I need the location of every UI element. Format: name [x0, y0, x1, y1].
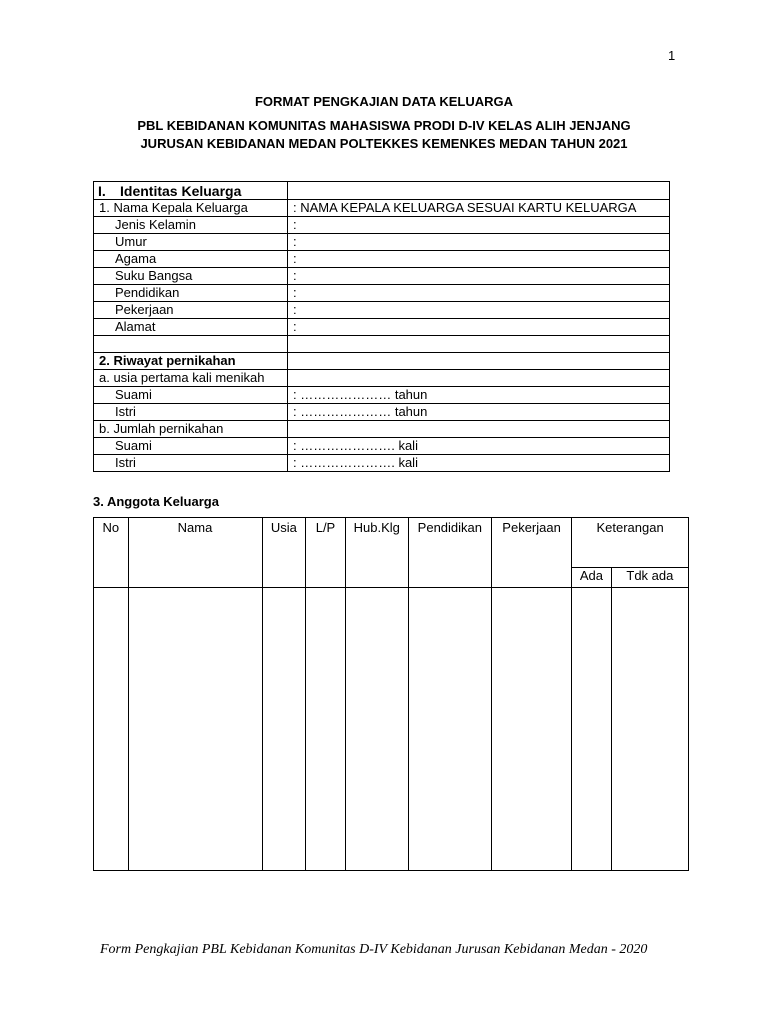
- anggota-keluarga-table: [93, 517, 689, 871]
- jenis-kelamin-field[interactable]: :: [288, 217, 670, 234]
- nama-cell[interactable]: [128, 588, 262, 871]
- header-nama: Nama: [128, 518, 262, 588]
- jumlah-pernikahan-suami-field[interactable]: : …………………. kali: [288, 438, 670, 455]
- riwayat-pernikahan-heading: 2. Riwayat pernikahan: [94, 353, 288, 370]
- row-label: Suami: [94, 387, 288, 404]
- row-label: Jenis Kelamin: [94, 217, 288, 234]
- row-label: Umur: [94, 234, 288, 251]
- header-usia: Usia: [262, 518, 306, 588]
- table-header-row: [94, 518, 689, 568]
- table-row: [94, 200, 670, 217]
- row-label: Suku Bangsa: [94, 268, 288, 285]
- jumlah-pernikahan-istri-field[interactable]: : …………………. kali: [288, 455, 670, 472]
- table-row: [94, 302, 670, 319]
- table-body-row: [94, 588, 689, 871]
- table-row: [94, 404, 670, 421]
- identitas-keluarga-table: [93, 181, 670, 472]
- table-row: [94, 438, 670, 455]
- identitas-section-heading: [94, 182, 288, 200]
- table-row: [94, 268, 670, 285]
- empty-cell: [288, 336, 670, 353]
- suku-bangsa-field[interactable]: :: [288, 268, 670, 285]
- empty-cell: [288, 370, 670, 387]
- table-row: [94, 455, 670, 472]
- empty-cell: [288, 353, 670, 370]
- tdk-ada-cell[interactable]: [611, 588, 688, 871]
- table-row: [94, 285, 670, 302]
- alamat-field[interactable]: :: [288, 319, 670, 336]
- pendidikan-field[interactable]: :: [288, 285, 670, 302]
- table-row: [94, 217, 670, 234]
- header-no: No: [94, 518, 129, 588]
- header-keterangan: Keterangan: [572, 518, 689, 568]
- row-label: Pendidikan: [94, 285, 288, 302]
- pendidikan-cell[interactable]: [408, 588, 491, 871]
- anggota-keluarga-heading: 3. Anggota Keluarga: [93, 494, 219, 509]
- form-subtitle-line-1: PBL KEBIDANAN KOMUNITAS MAHASISWA PRODI D-IV KELAS ALIH JENJANG: [137, 118, 631, 133]
- table-row: [94, 319, 670, 336]
- pekerjaan-cell[interactable]: [491, 588, 571, 871]
- header-ada: Ada: [572, 568, 612, 588]
- table-row: [94, 251, 670, 268]
- row-label: Suami: [94, 438, 288, 455]
- table-row: [94, 353, 670, 370]
- umur-field[interactable]: :: [288, 234, 670, 251]
- table-row: [94, 421, 670, 438]
- section-title: Identitas Keluarga: [120, 182, 242, 199]
- header-tdk-ada: Tdk ada: [611, 568, 688, 588]
- table-row-empty: [94, 336, 670, 353]
- usia-menikah-suami-field[interactable]: : ………………… tahun: [288, 387, 670, 404]
- pekerjaan-field[interactable]: :: [288, 302, 670, 319]
- identitas-header-value: [288, 182, 670, 200]
- header-pendidikan: Pendidikan: [408, 518, 491, 588]
- header-lp: L/P: [306, 518, 346, 588]
- form-subtitle-line-2: JURUSAN KEBIDANAN MEDAN POLTEKKES KEMENKES MEDAN TAHUN 2021: [140, 136, 628, 151]
- row-label: Istri: [94, 404, 288, 421]
- empty-cell: [94, 336, 288, 353]
- identitas-header-row: [94, 182, 670, 200]
- section-number: I.: [98, 182, 106, 199]
- hub-klg-cell[interactable]: [345, 588, 408, 871]
- header-hub-klg: Hub.Klg: [345, 518, 408, 588]
- row-label: Alamat: [94, 319, 288, 336]
- table-row: [94, 234, 670, 251]
- table-row: [94, 370, 670, 387]
- row-label: Agama: [94, 251, 288, 268]
- usia-cell[interactable]: [262, 588, 306, 871]
- table-row: [94, 387, 670, 404]
- form-title: FORMAT PENGKAJIAN DATA KELUARGA: [254, 94, 514, 109]
- row-label: b. Jumlah pernikahan: [94, 421, 288, 438]
- row-label: Pekerjaan: [94, 302, 288, 319]
- usia-menikah-istri-field[interactable]: : ………………… tahun: [288, 404, 670, 421]
- lp-cell[interactable]: [306, 588, 346, 871]
- agama-field[interactable]: :: [288, 251, 670, 268]
- header-pekerjaan: Pekerjaan: [491, 518, 571, 588]
- row-label: Istri: [94, 455, 288, 472]
- no-cell[interactable]: [94, 588, 129, 871]
- page-footer: Form Pengkajian PBL Kebidanan Komunitas D-IV Kebidanan Jurusan Kebidanan Medan - 2020: [100, 942, 648, 957]
- row-label: a. usia pertama kali menikah: [94, 370, 288, 387]
- row-label: 1. Nama Kepala Keluarga: [94, 200, 288, 217]
- page-number: 1: [668, 48, 676, 63]
- nama-kepala-keluarga-field[interactable]: : NAMA KEPALA KELUARGA SESUAI KARTU KELUARGA: [288, 200, 670, 217]
- empty-cell: [288, 421, 670, 438]
- ada-cell[interactable]: [572, 588, 612, 871]
